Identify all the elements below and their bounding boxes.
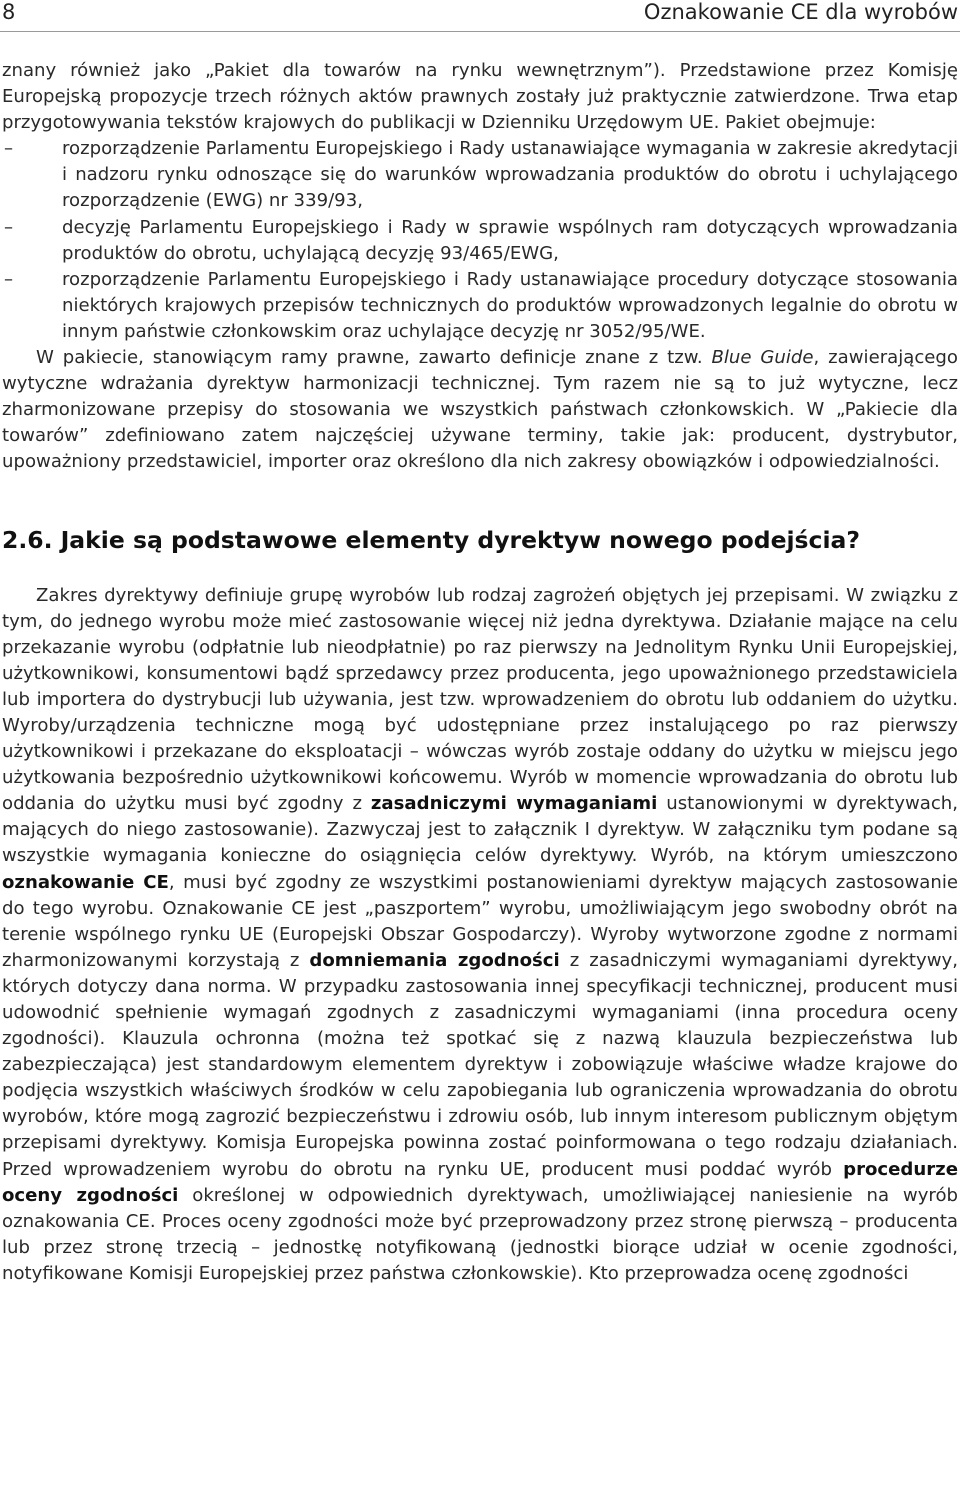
- package-list: [2, 136, 958, 345]
- section-body: [2, 583, 958, 1288]
- section-number: 2.6.: [2, 525, 53, 554]
- bold-term: oznakowanie CE: [2, 871, 169, 893]
- text-run: Zakres dyrektywy definiuje grupę wyrobów lub rodzaj zagrożeń objętych jej przepisami. W związku z tym, do jednego wyrobu może mieć zastosowanie więcej niż jedna dyrektywa. Działanie mające na celu przekazanie wyrobu (odpłatnie lub nieodpłatnie) po raz pierwszy na Jednolitym Rynku Unii Europejskiej, użytkownikowi, konsumentowi bądź sprzedawcy przez producenta, jego upoważnionego przedstawiciela lub importera do dystrybucji lub używania, jest tzw. wprowadzeniem do obrotu lub oddaniem do użytku. Wyroby/urządzenia techniczne mogą być udostępniane przez instalującego po raz pierwszy użytkownikowi i przekazane do eksploatacji – wówczas wyrób zostaje oddany do użytku w miejscu jego użytkowania bezpośrednio użytkownikowi końcowemu. Wyrób w momencie wprowadzania do obrotu lub oddania do użytku musi być zgodny z: [2, 584, 958, 815]
- blue-guide-paragraph: [2, 345, 958, 475]
- blue-guide-term: Blue Guide: [711, 347, 814, 369]
- section-heading: [2, 525, 958, 555]
- list-item: [2, 267, 958, 345]
- running-title: Oznakowanie CE dla wyrobów: [643, 0, 958, 24]
- text-run: , musi być zgodny ze wszystkimi postanowieniami dyrektyw mających zastosowanie do tego wyrobu. Oznakowanie CE jest „paszportem” wyrobu, umożliwiającym jego swobodny obrót na terenie wspólnego rynku UE (Europejski Obszar Gospodarczy). Wyroby wytworzone zgodne z normami zharmonizowanymi korzystają z: [2, 871, 958, 971]
- section-title: Jakie są podstawowe elementy dyrektyw nowego podejścia?: [60, 525, 861, 554]
- list-item-text: decyzję Parlamentu Europejskiego i Rady w sprawie wspólnych ram dotyczących wprowadzania produktów do obrotu, uchylającą decyzję 93/465/EWG,: [62, 216, 958, 264]
- text-run: określonej w odpowiednich dyrektywach, umożliwiającej naniesienie na wyrób oznakowania CE. Proces oceny zgodności może być przeprowadzony przez stronę pierwszą – producenta lub przez stronę trzecią – jednostkę notyfikowaną (jednostki biorące udział w ocenie zgodności, notyfikowane Komisji Europejskiej przez państwa członkowskie). Kto przeprowadza ocenę zgodności: [2, 1184, 958, 1284]
- text-run: ustanowionymi w dyrektywach, mających do niego zastosowanie). Zazwyczaj jest to załącznik I dyrektyw. W załączniku tym podane są wszystkie wymagania konieczne do osiągnięcia celów dyrektywy. Wyrób, na którym umieszczono: [2, 793, 958, 867]
- text-run: z zasadniczymi wymaganiami dyrektywy, których dotyczy dana norma. W przypadku zastosowania innej specyfikacji technicznej, producent musi udowodnić spełnienie wymagań zgodnych z zasadniczymi wymaganiami (inna procedura oceny zgodności). Klauzula ochronna (można też spotkać się z nazwą klauzula bezpieczeństwa lub zabezpieczająca) jest standardowym elementem dyrektyw i zobowiązuje właściwe władze krajowe do podjęcia wszystkich właściwych środków w celu zapobiegania lub ograniczenia wprowadzania do obrotu wyrobów, które mogą zagrozić bezpieczeństwu i zdrowiu osób, lub innym interesom publicznym objętym przepisami dyrektywy. Komisja Europejska powinna zostać poinformowana o tego rodzaju działaniach. Przed wprowadzeniem wyrobu do obrotu na rynku UE, producent musi poddać wyrób: [2, 949, 958, 1180]
- list-item-text: rozporządzenie Parlamentu Europejskiego i Rady ustanawiające wymagania w zakresie akredytacji i nadzoru rynku odnoszące się do warunków wprowadzania produktów do obrotu i uchylającego rozporządzenie (EWG) nr 339/93,: [62, 138, 958, 212]
- dash-bullet: –: [4, 268, 14, 290]
- bold-term: domniemania zgodności: [309, 949, 560, 971]
- page-header: [0, 0, 960, 32]
- list-item-text: rozporządzenie Parlamentu Europejskiego i Rady ustanawiające procedury dotyczące stosowania niektórych krajowych przepisów technicznych do produktów wprowadzonych legalnie do obrotu w innym państwie członkowskim oraz uchylające decyzję nr 3052/95/WE.: [62, 268, 958, 342]
- text-run: , zawierającego wytyczne wdrażania dyrektyw harmonizacji technicznej. Tym razem nie są to już wytyczne, lecz zharmonizowane przepisy do stosowania we wszystkich państwach członkowskich. W „Pakiecie dla towarów” zdefiniowano zatem najczęściej używane terminy, takie jak: producent, dystrybutor, upoważniony przedstawiciel, importer oraz określono dla nich zakresy obowiązków i odpowiedzialności.: [2, 347, 958, 473]
- intro-paragraph: znany również jako „Pakiet dla towarów na rynku wewnętrznym”). Przedstawione przez Komisję Europejską propozycje trzech różnych aktów prawnych zostały już praktycznie zatwierdzone. Trwa etap przygotowywania tekstów krajowych do publikacji w Dzienniku Urzędowym UE. Pakiet obejmuje:: [2, 60, 958, 134]
- page-content: [2, 58, 958, 1287]
- page-number: 8: [2, 0, 16, 24]
- dash-bullet: –: [4, 216, 14, 238]
- bold-term: procedurze oceny zgodności: [2, 1158, 958, 1206]
- list-item: [2, 136, 958, 214]
- text-run: W pakiecie, stanowiącym ramy prawne, zawarto definicje znane z tzw.: [36, 347, 712, 369]
- bold-term: zasadniczymi wymaganiami: [370, 793, 658, 815]
- list-item: [2, 215, 958, 267]
- dash-bullet: –: [4, 138, 14, 160]
